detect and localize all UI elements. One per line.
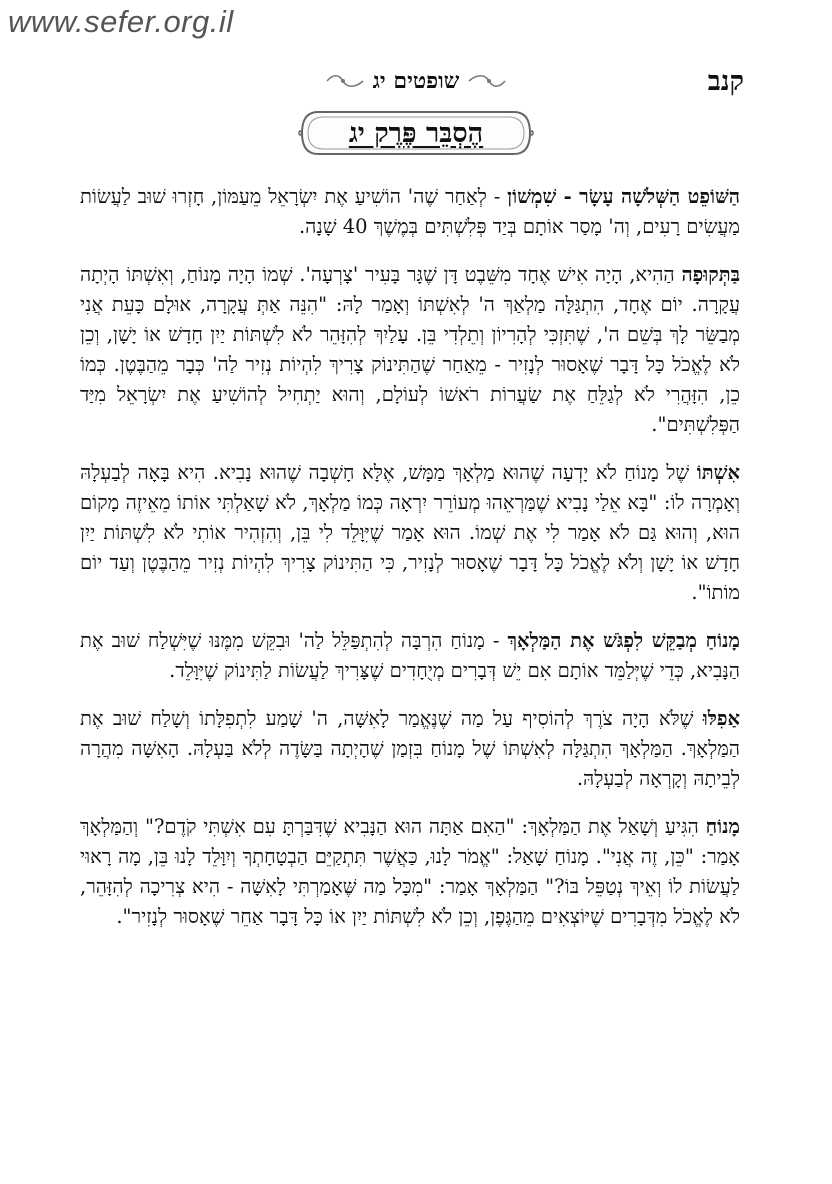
paragraph-text: - מָנוֹחַ הִרְבָּה לְהִתְפַּלֵּל לַה' וּבִקֵּשׁ מִמֶּנּוּ שֶׁיִּשְׁלַח שׁוּב אֶת הַנָּבִיא, כְּדֵי שֶׁיְּלַמֵּד אוֹתָם אִם יֵשׁ דְּבָרִים מְיֻחָדִים שֶׁצָּרִיךְ לַעֲשׂוֹת לַתִּינוֹק שֶׁיִּוָּלֵד. — [80, 629, 740, 682]
paragraph — [80, 626, 740, 686]
paragraph-lead: בַּתְּקוּפָה — [681, 263, 740, 286]
chapter-title-frame — [298, 108, 534, 158]
paragraph-lead: אִשְׁתּוֹ — [696, 461, 740, 484]
ornament-left-icon — [325, 73, 365, 89]
paragraph-text: הִגִּיעַ וְשָׁאַל אֶת הַמַּלְאָךְ: "הַאִם אַתָּה הוּא הַנָּבִיא שֶׁדִּבַּרְתָּ עִם אִשְׁתִּי קֹדֶם?" וְהַמַּלְאָךְ אָמַר: "כֵּן, זֶה אֲנִי". מָנוֹחַ שָׁאַל: "אֱמֹר לָנוּ, כַּאֲשֶׁר תִּתְקַיֵּם הַבְטָחָתְךָ וְיִוָּלֵד לָנוּ בֵּן, מָה רָאוּי לַעֲשׂוֹת לוֹ וְאֵיךְ נְטַפֵּל בּוֹ?" הַמַּלְאָךְ אָמַר: "מִכָּל מַה שֶּׁאָמַרְתִּי לָאִשָּׁה - הִיא צְרִיכָה לְהִזָּהֵר, לֹא לֶאֱכֹל מִדְּבָרִים שֶׁיּוֹצְאִים מֵהַגֶּפֶן, וְכֵן לֹא לִשְׁתּוֹת יַיִן אוֹ כָּל דָּבָר אַחֵר שֶׁאָסוּר לְנָזִיר". — [80, 815, 740, 928]
paragraph — [80, 812, 740, 932]
book-title: שופטים יג — [372, 68, 460, 94]
page-number: קנב — [707, 66, 744, 97]
paragraph — [80, 182, 740, 242]
paragraph-text: שֶׁל מָנוֹחַ לֹא יָדְעָה שֶׁהוּא מַלְאָךְ מַמָּשׁ, אֶלָּא חָשְׁבָה שֶׁהוּא נָבִיא. הִיא בָּאָה לְבַעְלָהּ וְאָמְרָה לוֹ: "בָּא אֵלַי נָבִיא שֶׁמַּרְאֵהוּ מְעוֹרֵר יִרְאָה כְּמוֹ מַלְאָךְ, לֹא שָׁאַלְתִּי אוֹתוֹ מֵאֵיזֶה מָקוֹם הוּא, וְהוּא גַּם לֹא אָמַר לִי אֶת שְׁמוֹ. הוּא אָמַר שֶׁיִּוָּלֵד לִי בֵּן, וְהִזְהִיר אוֹתִי לֹא לִשְׁתּוֹת יַיִן חָדָשׁ אוֹ יָשָׁן וְלֹא לֶאֱכֹל כָּל דָּבָר שֶׁאָסוּר לְנָזִיר, כִּי הַתִּינוֹק צָרִיךְ לִהְיוֹת נְזִיר מֵהַבֶּטֶן וְעַד יוֹם מוֹתוֹ". — [80, 461, 740, 604]
paragraph-text: - לְאַחַר שֶׁה' הוֹשִׁיעַ אֶת יִשְׂרָאֵל מֵעַמּוֹן, חָזְרוּ שׁוּב לַעֲשׂוֹת מַעֲשִׂים רָעִים, וְה' מָסַר אוֹתָם בְּיַד פְּלִשְׁתִּים בְּמֶשֶׁךְ 40 שָׁנָה. — [80, 185, 740, 238]
body-text — [80, 182, 740, 950]
paragraph — [80, 458, 740, 608]
paragraph — [80, 704, 740, 794]
watermark: www.sefer.org.il — [8, 4, 234, 39]
paragraph — [80, 260, 740, 440]
paragraph-lead: הַשּׁוֹפֵט הַשְּׁלֹשָׁה עָשָׂר - שִׁמְשׁוֹן — [507, 185, 740, 208]
paragraph-text: הַהִיא, הָיָה אִישׁ אֶחָד מִשֵּׁבֶט דָּן שֶׁגָּר בָּעִיר 'צָרְעָה'. שְׁמוֹ הָיָה מָנוֹחַ, וְאִשְׁתּוֹ הָיְתָה עֲקָרָה. יוֹם אֶחָד, הִתְגַּלָּה מַלְאַךְ ה' לְאִשְׁתּוֹ וְאָמַר לָהּ: "הִנֵּה אַתְּ עֲקָרָה, אוּלָם כָּעֵת אֲנִי מְבַשֵּׂר לָךְ בְּשֵׁם ה', שֶׁתִּזְכִּי לְהָרִיוֹן וְתֵלְדִי בֵּן. עָלַיִךְ לְהִזָּהֵר לֹא לִשְׁתּוֹת יַיִן חָדָשׁ אוֹ יָשָׁן, וְכֵן לֹא לֶאֱכֹל כָּל דָּבָר שֶׁאָסוּר לְנָזִיר - מֵאַחַר שֶׁהַתִּינוֹק צָרִיךְ לִהְיוֹת נְזִיר לַה' כְּבָר מֵהַבֶּטֶן. כְּמוֹ כֵן, הִזָּהֲרִי לֹא לְגַלֵּחַ אֶת שַׂעֲרוֹת רֹאשׁוֹ לְעוֹלָם, וְהוּא יַתְחִיל לְהוֹשִׁיעַ אֶת יִשְׂרָאֵל מִיַּד הַפְּלִשְׁתִּים". — [80, 263, 740, 436]
paragraph-lead: מָנוֹחַ מְבַקֵּשׁ לִפְגֹּשׁ אֶת הַמַּלְאָךְ — [507, 629, 740, 652]
running-head — [298, 64, 534, 98]
paragraph-lead: אַפִלּוּ — [702, 707, 740, 730]
chapter-title: הֶסְבֵּר פֶּרֶק יג — [348, 118, 484, 149]
paragraph-lead: מָנוֹחַ — [705, 815, 740, 838]
paragraph-text: שֶׁלֹּא הָיָה צֹרֶךְ לְהוֹסִיף עַל מַה שֶׁנֶּאֱמַר לָאִשָּׁה, ה' שָׁמַע לִתְפִלָּתוֹ וְשָׁלַח שׁוּב אֶת הַמַּלְאָךְ. הַמַּלְאָךְ הִתְגַּלָּה לְאִשְׁתּוֹ שֶׁל מָנוֹחַ בִּזְמַן שֶׁהָיְתָה בַּשָּׂדֶה לְלֹא בַּעְלָהּ. הָאִשָּׁה מִהֲרָה לְבֵיתָהּ וְקָרְאָה לְבַעְלָהּ. — [80, 707, 740, 790]
ornament-right-icon — [467, 73, 507, 89]
